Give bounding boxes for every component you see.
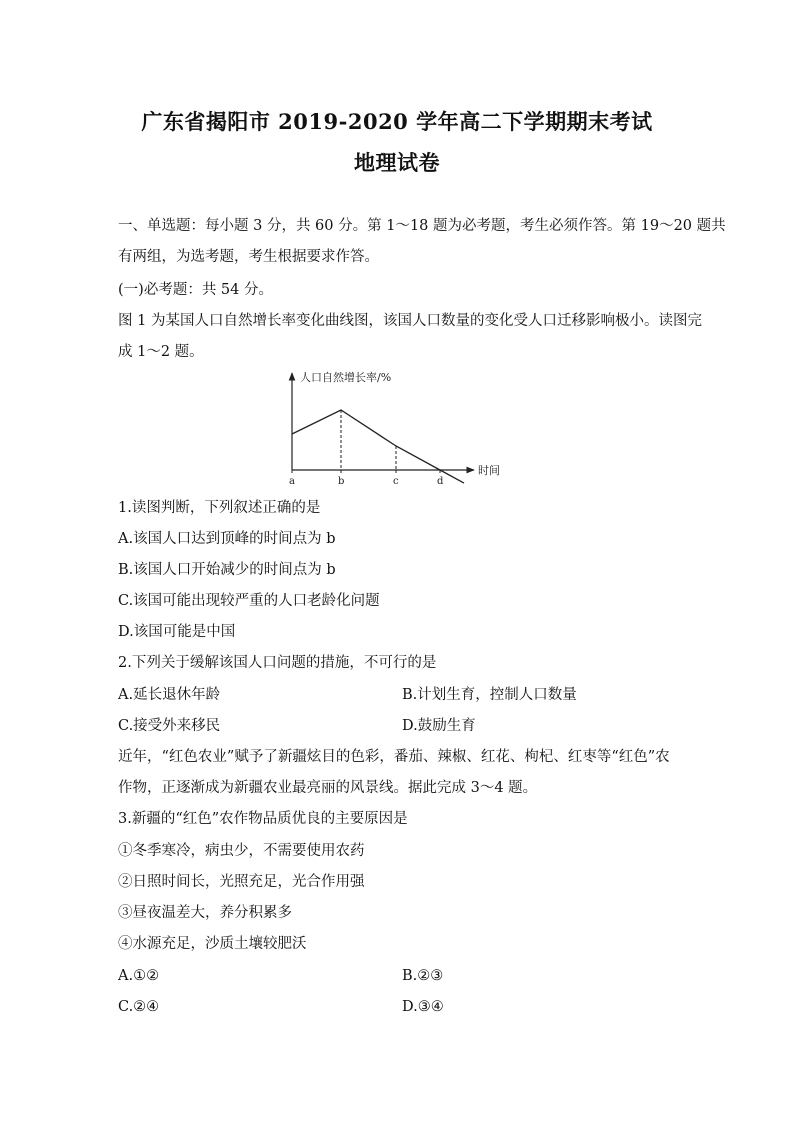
tick-label-c: c (393, 476, 399, 487)
q1-option-c: C.该国可能出现较严重的人口老龄化问题 (118, 593, 380, 609)
q3-stem: 3.新疆的“红色”农作物品质优良的主要原因是 (118, 811, 408, 827)
population-growth-figure (282, 367, 512, 492)
q2-stem: 2.下列关于缓解该国人口问题的措施，不可行的是 (118, 655, 437, 671)
section-intro-line2: 有两组，为选考题，考生根据要求作答。 (118, 249, 379, 265)
passage2-line2: 作物，正逐渐成为新疆农业最亮丽的风景线。据此完成 3～4 题。 (118, 780, 538, 796)
tick-label-a: a (289, 476, 295, 487)
q3-option-d: D.③④ (402, 999, 444, 1015)
q2-option-a: A.延长退休年龄 (118, 687, 221, 703)
q1-option-b: B.该国人口开始减少的时间点为 b (118, 562, 336, 578)
passage1-line1: 图 1 为某国人口自然增长率变化曲线图，该国人口数量的变化受人口迁移影响极小。读图完 (118, 313, 702, 329)
q1-option-a: A.该国人口达到顶峰的时间点为 b (118, 531, 336, 547)
q3-statement-1: ①冬季寒冷，病虫少，不需要使用农药 (118, 843, 365, 859)
q3-statement-2: ②日照时间长，光照充足，光合作用强 (118, 874, 365, 890)
exam-subtitle: 地理试卷 (354, 150, 440, 175)
section-part-label: (一)必考题：共 54 分。 (118, 282, 273, 298)
line-chart (282, 367, 512, 492)
q3-statement-3: ③昼夜温差大，养分积累多 (118, 905, 292, 921)
section-intro-line1: 一、单选题：每小题 3 分，共 60 分。第 1～18 题为必考题，考生必须作答。第 19～20 题共 (118, 218, 726, 234)
passage2-line1: 近年，“红色农业”赋予了新疆炫目的色彩，番茄、辣椒、红花、枸杞、红枣等“红色”农 (118, 749, 670, 765)
x-axis-label: 时间 (478, 464, 500, 477)
q3-option-a: A.①② (118, 968, 160, 984)
tick-label-d: d (437, 476, 444, 487)
q2-option-c: C.接受外来移民 (118, 718, 221, 734)
q2-option-d: D.鼓励生育 (402, 718, 476, 734)
exam-title: 广东省揭阳市 2019-2020 学年高二下学期期末考试 (141, 109, 653, 134)
q3-statement-4: ④水源充足，沙质土壤较肥沃 (118, 936, 307, 952)
tick-label-b: b (338, 476, 345, 487)
q1-option-d: D.该国可能是中国 (118, 624, 236, 640)
series-line (292, 410, 464, 483)
q3-option-b: B.②③ (402, 968, 444, 984)
q2-option-b: B.计划生育，控制人口数量 (402, 687, 577, 703)
y-axis-label: 人口自然增长率/% (300, 371, 392, 384)
q3-option-c: C.②④ (118, 999, 160, 1015)
q1-stem: 1.读图判断，下列叙述正确的是 (118, 500, 321, 516)
passage1-line2: 成 1～2 题。 (118, 344, 204, 360)
